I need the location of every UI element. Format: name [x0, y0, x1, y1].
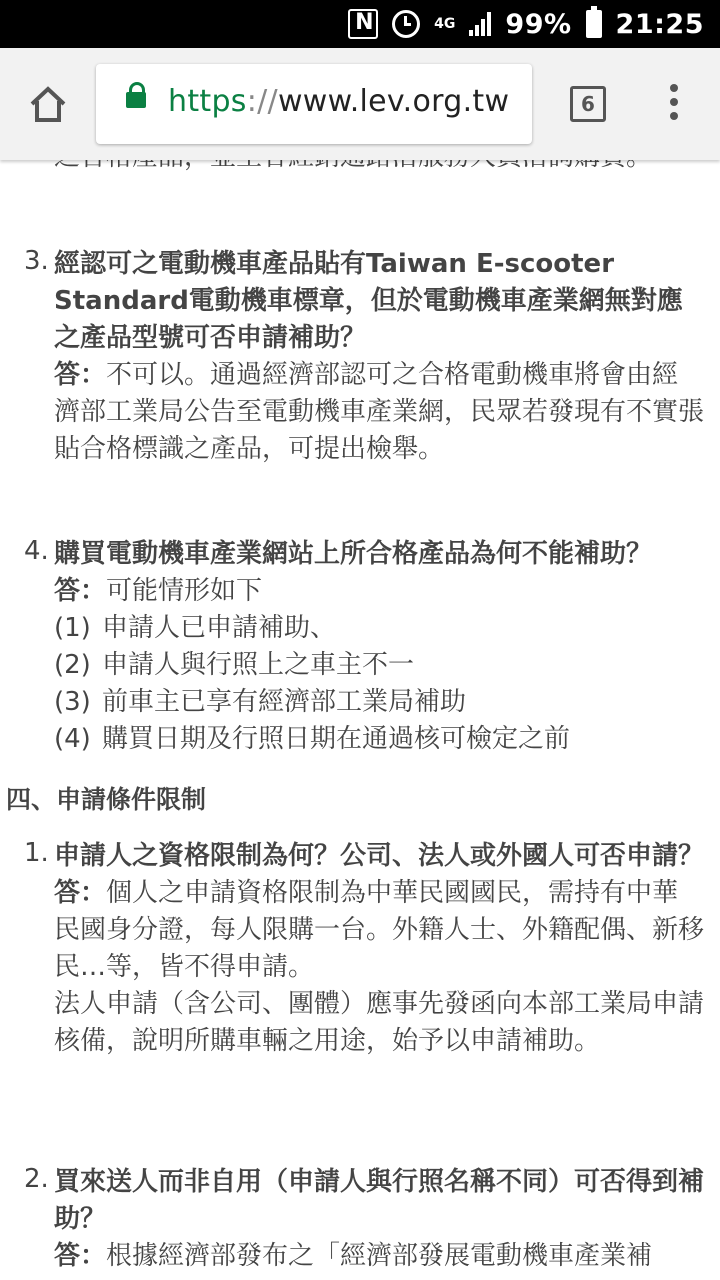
answer-body: 不可以。通過經濟部認可之合格電動機車將會由經濟部工業局公告至電動機車產業網，民眾若發現有不實張貼合格標識之產品，可提出檢舉。 — [54, 360, 705, 464]
tab-switcher-button[interactable]: 6 — [570, 86, 606, 122]
answer-label: 答： — [54, 360, 107, 390]
section-heading: 四、申請條件限制 — [6, 785, 207, 814]
question-number: 2. — [24, 1164, 49, 1194]
address-bar[interactable] — [96, 64, 532, 144]
answer-text — [54, 875, 704, 986]
question-text: 經認可之電動機車產品貼有Taiwan E-scooter Standard電動機車標章，但於電動機車產業網無對應之產品型號可否申請補助？ — [54, 249, 683, 353]
question-text: 申請人之資格限制為何？公司、法人或外國人可否申請？ — [54, 841, 705, 871]
answer-label: 答： — [54, 878, 107, 908]
answer-label: 答： — [54, 1241, 107, 1271]
answer-body: 可能情形如下 — [106, 576, 263, 606]
question-number: 1. — [24, 838, 49, 868]
clock: 21:25 — [615, 8, 704, 40]
browser-toolbar — [0, 48, 720, 160]
url-separator: :// — [246, 84, 278, 119]
battery-icon — [586, 10, 602, 38]
faq-item-4 — [0, 536, 720, 758]
overflow-menu-icon[interactable] — [666, 84, 682, 124]
faq-item-3 — [0, 246, 720, 468]
faq-item-s4-2 — [0, 1164, 720, 1275]
list-item: (1) 申請人已申請補助、 — [54, 613, 337, 643]
answer-text — [54, 1238, 704, 1275]
list-item: (3) 前車主已享有經濟部工業局補助 — [54, 687, 467, 717]
answer-text-2: 法人申請（含公司、團體）應事先發函向本部工業局申請核備，說明所購車輛之用途，始予以申請補助。 — [54, 989, 705, 1056]
question-text: 買來送人而非自用（申請人與行照名稱不同）可否得到補助？ — [54, 1167, 705, 1234]
question-text: 購買電動機車產業網站上所合格產品為何不能補助？ — [54, 539, 653, 569]
faq-item-s4-1 — [0, 838, 720, 1060]
status-bar — [0, 0, 720, 48]
url-scheme: https — [168, 84, 247, 119]
answer-body: 個人之申請資格限制為中華民國國民，需持有中華民國身分證，每人限購一台。外籍人士、外籍配偶、新移民…等，皆不得申請。 — [54, 878, 705, 982]
nfc-icon — [348, 9, 378, 39]
network-type: 4G — [434, 16, 456, 32]
question-number: 3. — [24, 246, 49, 276]
alarm-icon — [392, 10, 420, 38]
url-host: www.lev.org.tw — [277, 84, 510, 119]
answer-label: 答： — [54, 576, 107, 606]
url-text[interactable] — [168, 84, 509, 119]
list-item: (4) 購買日期及行照日期在通過核可檢定之前 — [54, 724, 571, 754]
list-item: (2) 申請人與行照上之車主不一 — [54, 650, 415, 680]
signal-icon — [469, 12, 491, 36]
question-number: 4. — [24, 536, 49, 566]
answer-text — [54, 573, 704, 758]
answer-text — [54, 357, 704, 468]
battery-percent: 99% — [505, 8, 572, 40]
home-icon[interactable] — [26, 82, 70, 126]
page-content — [0, 160, 720, 1280]
answer-body: 根據經濟部發布之「經濟部發展電動機車產業補 — [106, 1241, 653, 1271]
lock-icon — [126, 92, 146, 108]
